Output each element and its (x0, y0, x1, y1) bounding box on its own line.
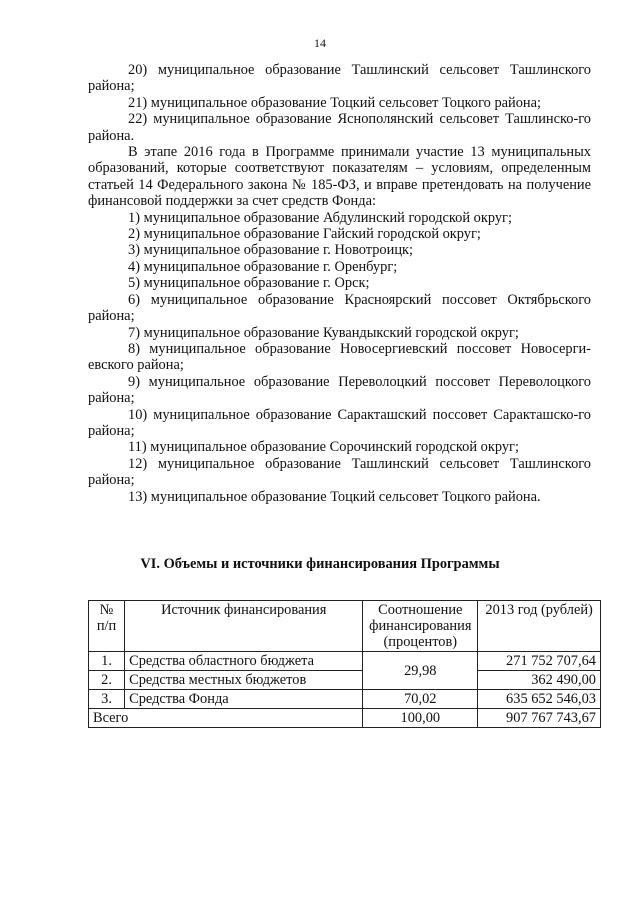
row-amount: 271 752 707,64 (478, 652, 601, 671)
body-text (88, 62, 591, 505)
total-ratio: 100,00 (363, 709, 478, 728)
list-item: 3) муниципальное образование г. Новотроицк; (128, 242, 414, 259)
list-item: 6) муниципальное образование Красноярский поссовет Октябрьского района; (88, 291, 591, 325)
list-item: 20) муниципальное образование Ташлинский сельсовет Ташлинского района; (88, 62, 591, 95)
row-ratio: 70,02 (363, 690, 478, 709)
table-row (89, 690, 601, 709)
row-source: Средства местных бюджетов (125, 671, 363, 690)
row-source: Средства Фонда (125, 690, 363, 709)
intro-paragraph: В этапе 2016 года в Программе принимали участие 13 муниципальных образований, которые соответствуют показателям – условиям, определенным статьей 14 Федерального закона № 185-ФЗ, и вправе претендовать на получение финансовой поддержки за счет средств Фонда: (88, 144, 591, 210)
list-item: 21) муниципальное образование Тоцкий сельсовет Тоцкого района; (128, 94, 542, 111)
list-item: 11) муниципальное образование Сорочинский городской округ; (128, 439, 519, 456)
list-item: 9) муниципальное образование Переволоцкий поссовет Переволоцкого района; (88, 373, 591, 407)
list-item: 5) муниципальное образование г. Орск; (128, 275, 370, 292)
list-item: 22) муниципальное образование Яснополянский сельсовет Ташлинско-го района. (88, 111, 591, 144)
list-item: 4) муниципальное образование г. Оренбург; (128, 258, 398, 275)
table-row (89, 671, 601, 690)
row-number: 3. (89, 690, 125, 709)
list-item: 2) муниципальное образование Гайский городской округ; (128, 226, 481, 243)
section-heading: VI. Объемы и источники финансирования Программы (140, 556, 500, 572)
list-item: 10) муниципальное образование Саракташский поссовет Саракташско-го района; (88, 406, 591, 439)
row-amount: 362 490,00 (478, 671, 601, 690)
table-header-row (89, 601, 601, 652)
row-source: Средства областного бюджета (125, 652, 363, 671)
header-ratio: Соотношение финансирования (процентов) (363, 601, 478, 652)
list-item: 13) муниципальное образование Тоцкий сельсовет Тоцкого района. (128, 488, 541, 505)
row-ratio: 29,98 (363, 652, 478, 690)
row-amount: 635 652 546,03 (478, 690, 601, 709)
header-year: 2013 год (рублей) (478, 601, 601, 652)
table-total-row (89, 709, 601, 728)
row-number: 1. (89, 652, 125, 671)
list-item: 12) муниципальное образование Ташлинский сельсовет Ташлинского района; (88, 455, 591, 489)
table-row (89, 652, 601, 671)
total-label: Всего (89, 709, 363, 728)
list-item: 7) муниципальное образование Кувандыкский городской округ; (128, 324, 519, 341)
header-source: Источник финансирования (125, 601, 363, 652)
financing-table (88, 600, 601, 728)
total-amount: 907 767 743,67 (478, 709, 601, 728)
list-item: 8) муниципальное образование Новосергиевский поссовет Новосерги-евского района; (88, 340, 591, 374)
page-number: 14 (314, 36, 326, 50)
list-item: 1) муниципальное образование Абдулинский городской округ; (128, 209, 512, 226)
header-number: № п/п (89, 601, 125, 652)
row-number: 2. (89, 671, 125, 690)
